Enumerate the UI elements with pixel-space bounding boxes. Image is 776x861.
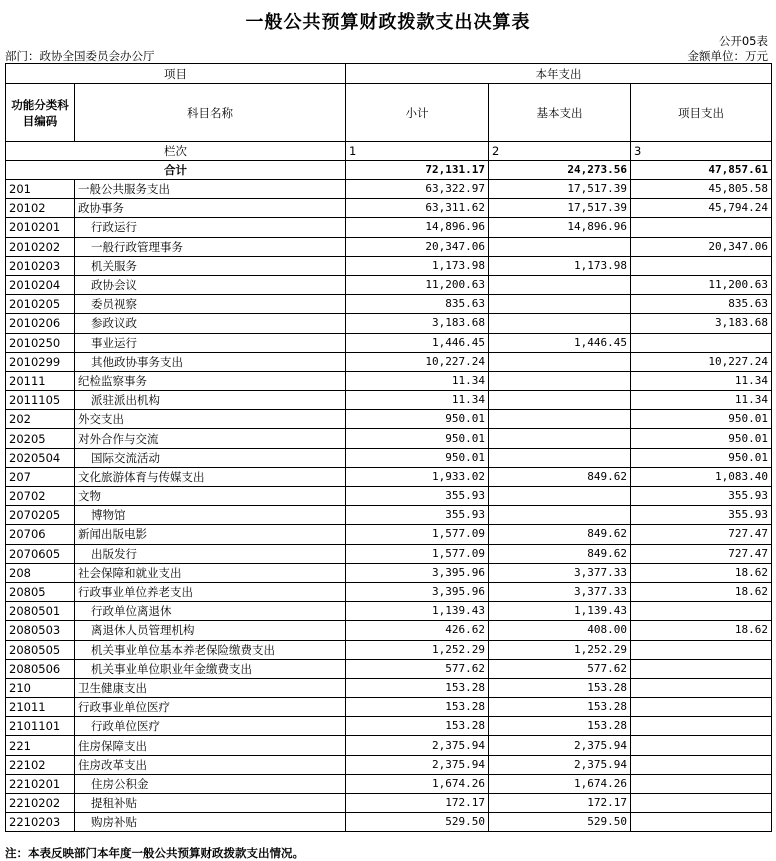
row-subtotal: 1,674.26 — [346, 774, 489, 793]
row-project: 18.62 — [631, 563, 772, 582]
table-row — [6, 717, 772, 736]
row-subject-name: 行政事业单位养老支出 — [75, 582, 346, 601]
row-project: 10,227.24 — [631, 352, 772, 371]
row-subject-name: 一般公共服务支出 — [75, 180, 346, 199]
table-row — [6, 774, 772, 793]
row-subject-name: 离退休人员管理机构 — [75, 621, 346, 640]
row-basic: 1,674.26 — [489, 774, 631, 793]
row-project: 20,347.06 — [631, 237, 772, 256]
row-subject-name: 文物 — [75, 487, 346, 506]
table-row — [6, 314, 772, 333]
row-project — [631, 333, 772, 352]
department-label: 部门：政协全国委员会办公厅 — [5, 49, 155, 63]
row-subtotal: 10,227.24 — [346, 352, 489, 371]
row-code: 20102 — [6, 199, 75, 218]
row-subtotal: 153.28 — [346, 678, 489, 697]
row-project: 45,794.24 — [631, 199, 772, 218]
row-code: 2070605 — [6, 544, 75, 563]
total-basic: 24,273.56 — [489, 161, 631, 180]
row-subject-name: 行政单位离退休 — [75, 602, 346, 621]
row-basic: 2,375.94 — [489, 755, 631, 774]
row-basic — [489, 295, 631, 314]
row-subtotal: 11.34 — [346, 371, 489, 390]
row-subject-name: 行政事业单位医疗 — [75, 698, 346, 717]
table-row — [6, 621, 772, 640]
row-project — [631, 602, 772, 621]
row-basic: 849.62 — [489, 544, 631, 563]
row-subject-name: 出版发行 — [75, 544, 346, 563]
row-code: 2210203 — [6, 813, 75, 832]
row-basic — [489, 410, 631, 429]
row-basic: 577.62 — [489, 659, 631, 678]
row-basic: 14,896.96 — [489, 218, 631, 237]
row-code: 2010201 — [6, 218, 75, 237]
row-subtotal: 950.01 — [346, 429, 489, 448]
row-basic: 3,377.33 — [489, 582, 631, 601]
row-subject-name: 纪检监察事务 — [75, 371, 346, 390]
table-row — [6, 582, 772, 601]
unit-label: 金额单位：万元 — [687, 49, 768, 63]
table-row — [6, 659, 772, 678]
table-row — [6, 525, 772, 544]
row-subtotal: 20,347.06 — [346, 237, 489, 256]
row-subject-name: 委员视察 — [75, 295, 346, 314]
table-row — [6, 698, 772, 717]
table-row — [6, 199, 772, 218]
table-row — [6, 275, 772, 294]
row-project: 3,183.68 — [631, 314, 772, 333]
row-subtotal: 577.62 — [346, 659, 489, 678]
row-subject-name: 社会保障和就业支出 — [75, 563, 346, 582]
table-row — [6, 487, 772, 506]
header-item: 项目 — [6, 64, 346, 84]
row-subject-name: 博物馆 — [75, 506, 346, 525]
row-basic: 408.00 — [489, 621, 631, 640]
table-row — [6, 218, 772, 237]
row-code: 2080505 — [6, 640, 75, 659]
table-row — [6, 467, 772, 486]
row-subtotal: 153.28 — [346, 717, 489, 736]
row-basic — [489, 237, 631, 256]
row-basic: 849.62 — [489, 525, 631, 544]
row-basic: 1,173.98 — [489, 256, 631, 275]
row-subject-name: 政协事务 — [75, 199, 346, 218]
row-project: 18.62 — [631, 582, 772, 601]
row-subtotal: 1,577.09 — [346, 544, 489, 563]
row-subtotal: 1,446.45 — [346, 333, 489, 352]
row-code: 2210201 — [6, 774, 75, 793]
total-project: 47,857.61 — [631, 161, 772, 180]
row-subtotal: 1,933.02 — [346, 467, 489, 486]
table-row — [6, 448, 772, 467]
row-code: 2080501 — [6, 602, 75, 621]
row-subject-name: 提租补贴 — [75, 794, 346, 813]
table-row — [6, 352, 772, 371]
row-subject-name: 住房保障支出 — [75, 736, 346, 755]
row-code: 20111 — [6, 371, 75, 390]
row-subtotal: 3,395.96 — [346, 563, 489, 582]
row-basic: 17,517.39 — [489, 180, 631, 199]
row-code: 21011 — [6, 698, 75, 717]
row-code: 2010203 — [6, 256, 75, 275]
row-subtotal: 529.50 — [346, 813, 489, 832]
row-subtotal: 355.93 — [346, 506, 489, 525]
row-subtotal: 426.62 — [346, 621, 489, 640]
row-subject-name: 住房改革支出 — [75, 755, 346, 774]
table-row — [6, 563, 772, 582]
total-subtotal: 72,131.17 — [346, 161, 489, 180]
header-current-year: 本年支出 — [346, 64, 772, 84]
row-project — [631, 678, 772, 697]
row-subject-name: 住房公积金 — [75, 774, 346, 793]
row-code: 2210202 — [6, 794, 75, 813]
row-subject-name: 机关事业单位基本养老保险缴费支出 — [75, 640, 346, 659]
table-row — [6, 410, 772, 429]
header-subtotal: 小计 — [346, 84, 489, 142]
page-title: 一般公共预算财政拨款支出决算表 — [245, 12, 531, 33]
row-code: 2010202 — [6, 237, 75, 256]
row-subtotal: 1,173.98 — [346, 256, 489, 275]
table-row — [6, 544, 772, 563]
row-subject-name: 政协会议 — [75, 275, 346, 294]
row-project — [631, 698, 772, 717]
table-row — [6, 180, 772, 199]
row-basic — [489, 506, 631, 525]
row-code: 20805 — [6, 582, 75, 601]
row-code: 2080503 — [6, 621, 75, 640]
row-subject-name: 机关服务 — [75, 256, 346, 275]
row-subtotal: 11,200.63 — [346, 275, 489, 294]
table-row — [6, 237, 772, 256]
table-body — [6, 180, 772, 832]
header-func-code: 功能分类科目编码 — [6, 84, 75, 142]
row-basic — [489, 429, 631, 448]
row-basic: 153.28 — [489, 698, 631, 717]
row-project: 835.63 — [631, 295, 772, 314]
row-basic — [489, 371, 631, 390]
row-subtotal: 1,139.43 — [346, 602, 489, 621]
table-row — [6, 755, 772, 774]
row-basic: 849.62 — [489, 467, 631, 486]
row-project: 1,083.40 — [631, 467, 772, 486]
row-subject-name: 国际交流活动 — [75, 448, 346, 467]
row-subtotal: 11.34 — [346, 391, 489, 410]
row-subtotal: 153.28 — [346, 698, 489, 717]
table-row — [6, 640, 772, 659]
row-subject-name: 事业运行 — [75, 333, 346, 352]
table-row — [6, 602, 772, 621]
header-column-no: 栏次 — [6, 142, 346, 161]
expenditure-table — [5, 63, 772, 832]
row-basic: 17,517.39 — [489, 199, 631, 218]
row-subject-name: 机关事业单位职业年金缴费支出 — [75, 659, 346, 678]
row-code: 20706 — [6, 525, 75, 544]
row-code: 2010250 — [6, 333, 75, 352]
row-subject-name: 行政单位医疗 — [75, 717, 346, 736]
row-subject-name: 其他政协事务支出 — [75, 352, 346, 371]
row-basic — [489, 487, 631, 506]
row-subtotal: 2,375.94 — [346, 736, 489, 755]
row-project: 950.01 — [631, 448, 772, 467]
row-code: 2080506 — [6, 659, 75, 678]
row-basic — [489, 391, 631, 410]
row-code: 20702 — [6, 487, 75, 506]
row-subject-name: 派驻派出机构 — [75, 391, 346, 410]
row-subtotal: 1,577.09 — [346, 525, 489, 544]
row-code: 208 — [6, 563, 75, 582]
table-row — [6, 794, 772, 813]
footnote: 注：本表反映部门本年度一般公共预算财政拨款支出情况。 — [5, 846, 304, 860]
row-basic: 172.17 — [489, 794, 631, 813]
row-code: 201 — [6, 180, 75, 199]
row-subtotal: 2,375.94 — [346, 755, 489, 774]
row-project: 950.01 — [631, 429, 772, 448]
row-basic: 1,252.29 — [489, 640, 631, 659]
row-code: 20205 — [6, 429, 75, 448]
row-basic — [489, 275, 631, 294]
row-project: 11.34 — [631, 371, 772, 390]
header-subject-name: 科目名称 — [75, 84, 346, 142]
row-code: 202 — [6, 410, 75, 429]
row-code: 2010206 — [6, 314, 75, 333]
row-subtotal: 3,395.96 — [346, 582, 489, 601]
row-code: 2101101 — [6, 717, 75, 736]
row-code: 207 — [6, 467, 75, 486]
row-subtotal: 172.17 — [346, 794, 489, 813]
table-row — [6, 333, 772, 352]
row-project — [631, 659, 772, 678]
row-subject-name: 卫生健康支出 — [75, 678, 346, 697]
row-code: 2020504 — [6, 448, 75, 467]
row-project — [631, 640, 772, 659]
row-subject-name: 文化旅游体育与传媒支出 — [75, 467, 346, 486]
row-basic: 2,375.94 — [489, 736, 631, 755]
row-project — [631, 736, 772, 755]
row-code: 2010204 — [6, 275, 75, 294]
row-subtotal: 355.93 — [346, 487, 489, 506]
table-row — [6, 813, 772, 832]
row-subtotal: 950.01 — [346, 448, 489, 467]
row-project — [631, 774, 772, 793]
row-project: 727.47 — [631, 525, 772, 544]
column-no-2: 2 — [489, 142, 631, 161]
row-subtotal: 835.63 — [346, 295, 489, 314]
row-basic — [489, 314, 631, 333]
table-row — [6, 506, 772, 525]
row-project: 11,200.63 — [631, 275, 772, 294]
row-basic: 1,139.43 — [489, 602, 631, 621]
form-number: 公开05表 — [718, 34, 768, 48]
row-project: 355.93 — [631, 506, 772, 525]
row-code: 2011105 — [6, 391, 75, 410]
row-subtotal: 3,183.68 — [346, 314, 489, 333]
table-row — [6, 678, 772, 697]
row-project: 11.34 — [631, 391, 772, 410]
row-project: 950.01 — [631, 410, 772, 429]
row-subtotal: 63,322.97 — [346, 180, 489, 199]
row-basic: 529.50 — [489, 813, 631, 832]
row-code: 22102 — [6, 755, 75, 774]
row-code: 2070205 — [6, 506, 75, 525]
header-project: 项目支出 — [631, 84, 772, 142]
row-basic: 3,377.33 — [489, 563, 631, 582]
row-subtotal: 63,311.62 — [346, 199, 489, 218]
row-code: 2010299 — [6, 352, 75, 371]
row-project — [631, 218, 772, 237]
row-subtotal: 950.01 — [346, 410, 489, 429]
table-row — [6, 371, 772, 390]
row-subtotal: 1,252.29 — [346, 640, 489, 659]
row-subtotal: 14,896.96 — [346, 218, 489, 237]
row-subject-name: 购房补贴 — [75, 813, 346, 832]
row-subject-name: 外交支出 — [75, 410, 346, 429]
row-project — [631, 813, 772, 832]
table-row — [6, 295, 772, 314]
row-subject-name: 对外合作与交流 — [75, 429, 346, 448]
row-subject-name: 参政议政 — [75, 314, 346, 333]
row-project: 45,805.58 — [631, 180, 772, 199]
row-code: 221 — [6, 736, 75, 755]
total-label: 合计 — [6, 161, 346, 180]
table-row — [6, 736, 772, 755]
row-basic: 1,446.45 — [489, 333, 631, 352]
row-basic — [489, 352, 631, 371]
header-basic: 基本支出 — [489, 84, 631, 142]
row-basic — [489, 448, 631, 467]
row-project — [631, 717, 772, 736]
column-no-1: 1 — [346, 142, 489, 161]
row-subject-name: 新闻出版电影 — [75, 525, 346, 544]
row-project: 727.47 — [631, 544, 772, 563]
row-code: 210 — [6, 678, 75, 697]
row-project: 355.93 — [631, 487, 772, 506]
column-no-3: 3 — [631, 142, 772, 161]
row-subject-name: 行政运行 — [75, 218, 346, 237]
row-project — [631, 755, 772, 774]
table-row — [6, 429, 772, 448]
row-basic: 153.28 — [489, 678, 631, 697]
table-row — [6, 256, 772, 275]
row-project — [631, 256, 772, 275]
row-project: 18.62 — [631, 621, 772, 640]
table-row — [6, 391, 772, 410]
row-basic: 153.28 — [489, 717, 631, 736]
row-code: 2010205 — [6, 295, 75, 314]
row-project — [631, 794, 772, 813]
row-subject-name: 一般行政管理事务 — [75, 237, 346, 256]
